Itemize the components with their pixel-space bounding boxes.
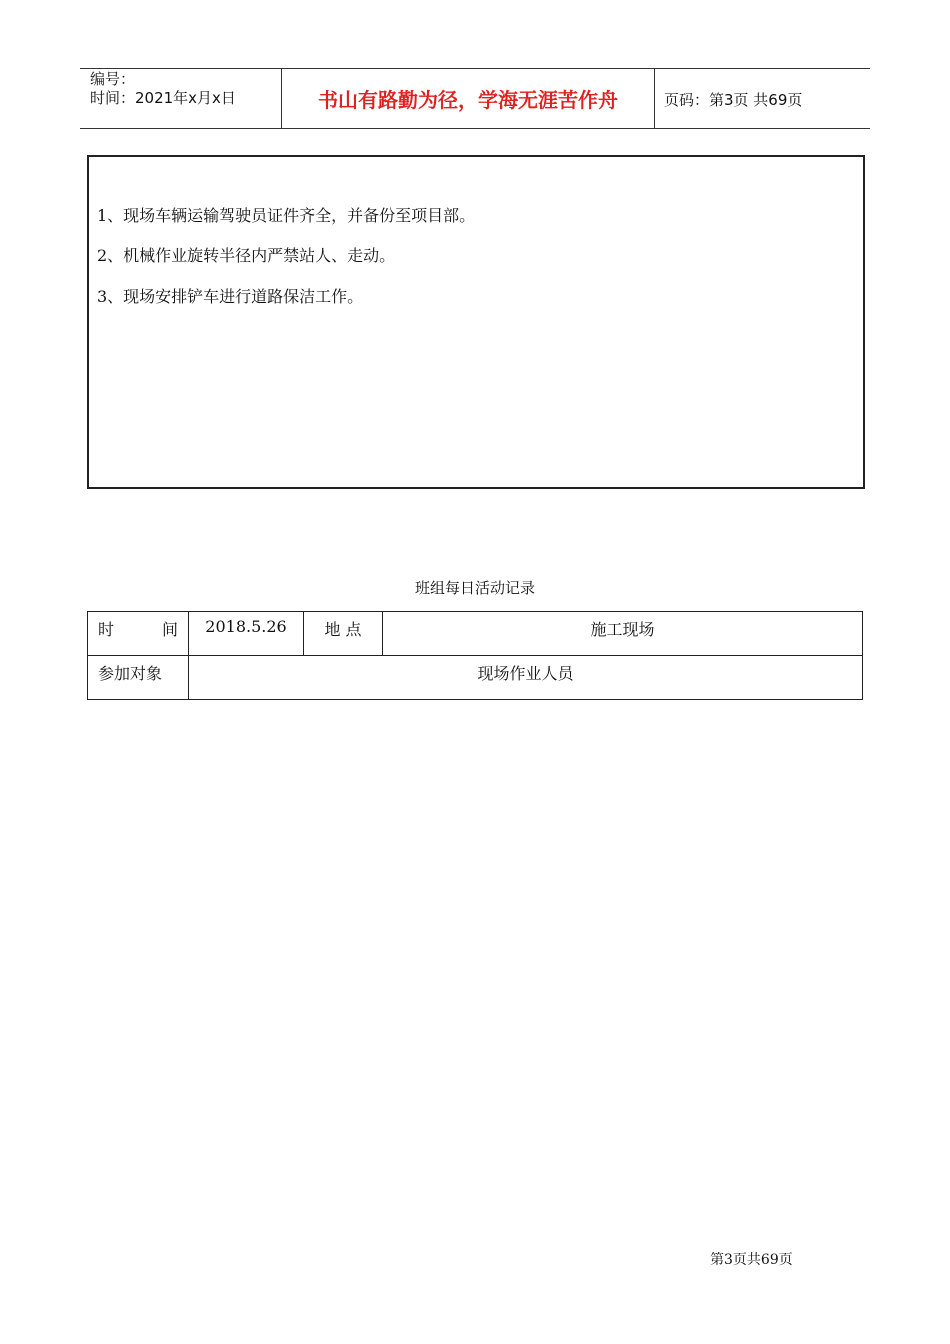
record-table [87, 611, 863, 700]
record-title: 班组每日活动记录 [414, 579, 535, 597]
doc-time-label: 时间：2021年x月x日 [90, 89, 236, 107]
content-box [87, 155, 865, 489]
content-item-2: 2、机械作业旋转半径内严禁站人、走动。 [97, 246, 396, 265]
header-top-rule [80, 68, 870, 69]
header-page-info: 页码：第3页 共69页 [664, 91, 803, 109]
footer-page-number: 第3页共69页 [710, 1252, 793, 1268]
content-item-3: 3、现场安排铲车进行道路保洁工作。 [97, 287, 364, 306]
place-value: 施工现场 [590, 620, 655, 639]
participants-value: 现场作业人员 [477, 664, 574, 683]
time-label-cell [88, 612, 189, 656]
time-label-a: 时 [98, 620, 115, 639]
time-label-b: 间 [161, 620, 178, 639]
header-meta [90, 70, 236, 108]
header-divider-right [654, 68, 655, 129]
date-cell [189, 612, 304, 656]
place-label-cell [304, 612, 383, 656]
header-bottom-rule [80, 128, 870, 129]
record-date: 2018.5.26 [205, 617, 287, 636]
content-item-1: 1、现场车辆运输驾驶员证件齐全，并备份至项目部。 [97, 206, 476, 225]
participants-label: 参加对象 [98, 664, 163, 683]
participants-label-cell [88, 656, 189, 700]
doc-number-label: 编号： [90, 70, 136, 88]
participants-value-cell [189, 656, 863, 700]
header-motto: 书山有路勤为径，学海无涯苦作舟 [318, 88, 618, 112]
place-value-cell [383, 612, 863, 656]
record-row-participants [88, 656, 863, 700]
record-row-time [88, 612, 863, 656]
place-label: 地 点 [324, 620, 362, 639]
